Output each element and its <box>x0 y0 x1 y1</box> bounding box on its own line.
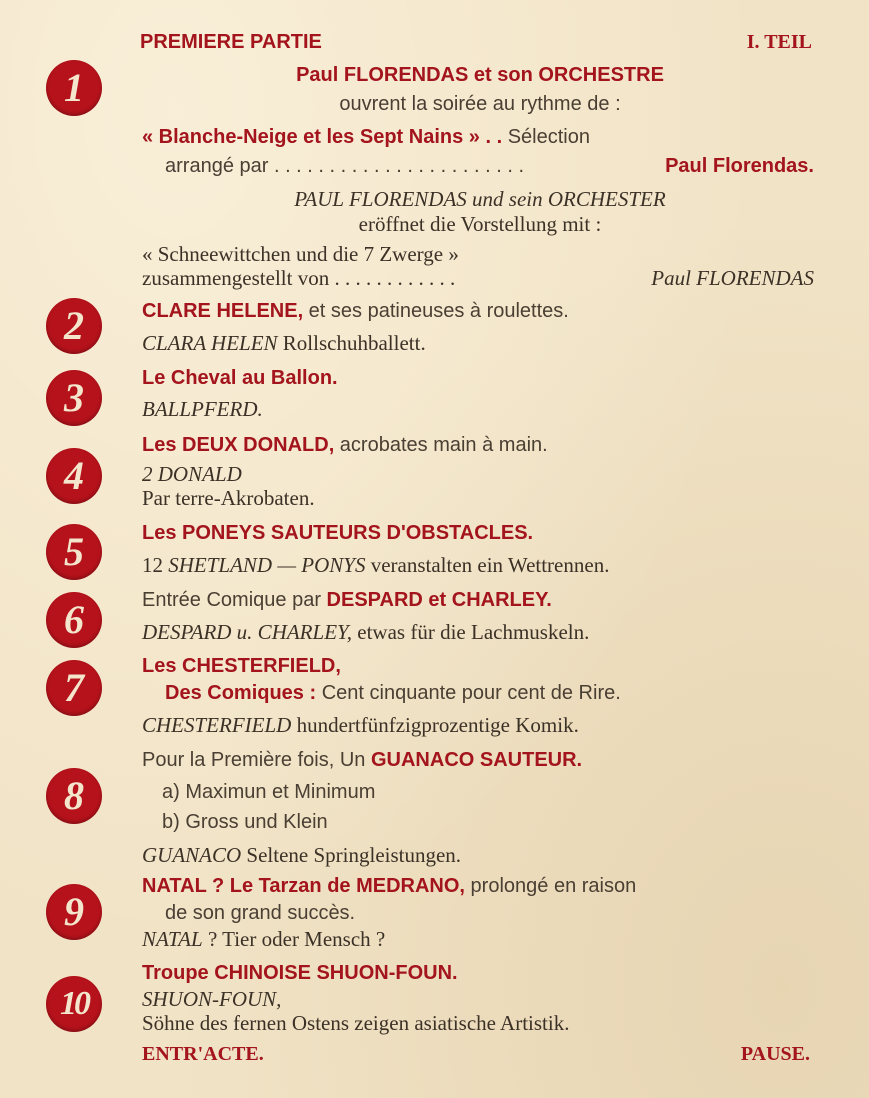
act1-french-piece <box>142 125 590 149</box>
act1-piece-title: « Blanche-Neige et les Sept Nains » . . <box>142 126 508 148</box>
number-badge-5: 5 <box>46 524 102 580</box>
act9-name: NATAL ? Le Tarzan de MEDRANO, <box>142 875 465 897</box>
act1-german-title: PAUL FLORENDAS und sein ORCHESTER <box>294 187 666 211</box>
act1-french-arranger-name: Paul Florendas. <box>665 155 814 177</box>
act9-german-name: NATAL <box>142 927 203 951</box>
act1-piece-type: Sélection <box>507 126 590 148</box>
act10-german-name: SHUON-FOUN, <box>142 987 282 1011</box>
act9-german-desc: ? Tier oder Mensch ? <box>202 927 386 951</box>
number-badge-9: 9 <box>46 884 102 940</box>
act10-name: CHINOISE SHUON-FOUN. <box>214 962 458 984</box>
act5-german-name: SHETLAND — PONYS <box>168 553 366 577</box>
act2-name: CLARE HELENE, <box>142 300 304 322</box>
act7-sub-label: Des Comiques : <box>165 682 317 704</box>
act8-name: GUANACO SAUTEUR. <box>370 749 583 771</box>
act5-german-desc: veranstalten ein Wettrennen. <box>365 553 610 577</box>
act1-german-piece: « Schneewittchen und die 7 Zwerge » <box>142 242 459 266</box>
act2-german-name: CLARA HELEN <box>142 331 278 355</box>
act4-german-desc: Par terre-Akrobaten. <box>142 486 315 510</box>
act7-sub-desc: Cent cinquante pour cent de Rire. <box>316 682 621 704</box>
act6-german-name: DESPARD u. CHARLEY, <box>142 620 353 644</box>
act6-intro: Entrée Comique par <box>142 589 327 611</box>
act4-french <box>142 433 548 457</box>
number-badge-8: 8 <box>46 768 102 824</box>
act3-french: Le Cheval au Ballon. <box>142 367 338 389</box>
act1-german-arranger-name: Paul FLORENDAS <box>651 266 814 290</box>
act9-desc: prolongé en raison <box>464 875 637 897</box>
act5-german-count: 12 <box>142 553 169 577</box>
act9-french-desc2: de son grand succès. <box>165 902 356 924</box>
act7-german <box>142 713 579 737</box>
act8-german-name: GUANACO <box>142 843 242 867</box>
act1-french-title: Paul FLORENDAS et son ORCHESTRE <box>296 64 664 86</box>
act7-german-name: CHESTERFIELD <box>142 713 292 737</box>
number-badge-10: 10 <box>46 976 102 1032</box>
act8-german-desc: Seltene Springleistungen. <box>241 843 462 867</box>
act5-german <box>142 553 609 577</box>
act2-desc: et ses patineuses à roulettes. <box>303 300 569 322</box>
part-heading-german: I. TEIL <box>746 31 812 53</box>
act2-french <box>142 299 569 323</box>
act1-french-arranger: arrangé par . . . . . . . . . . . . . . . . . . . . . . . <box>165 155 525 177</box>
number-badge-6: 6 <box>46 592 102 648</box>
act9-german <box>142 927 385 951</box>
act7-german-desc: hundertfünfzigprozentige Komik. <box>291 713 579 737</box>
act9-french <box>142 874 636 898</box>
number-badge-2: 2 <box>46 298 102 354</box>
intermission-german: PAUSE. <box>740 1043 810 1065</box>
act4-desc: acrobates main à main. <box>334 434 548 456</box>
number-badge-3: 3 <box>46 370 102 426</box>
act6-french <box>142 588 552 612</box>
act3-german: BALLPFERD. <box>142 397 263 421</box>
act10-intro: Troupe <box>142 962 215 984</box>
act1-french-intro: ouvrent la soirée au rythme de : <box>339 93 621 115</box>
act6-name: DESPARD et CHARLEY. <box>326 589 552 611</box>
part-heading: PREMIERE PARTIE <box>140 31 322 53</box>
act8-french <box>142 748 582 772</box>
act8-item-a: a) Maximun et Minimum <box>162 781 376 803</box>
act10-german-desc: Söhne des fernen Ostens zeigen asiatische Artistik. <box>142 1011 570 1035</box>
act7-french-name: Les CHESTERFIELD, <box>142 655 341 677</box>
act2-german-desc: Rollschuhballett. <box>277 331 426 355</box>
act10-french <box>142 961 458 985</box>
act5-french: Les PONEYS SAUTEURS D'OBSTACLES. <box>142 522 534 544</box>
act6-german-desc: etwas für die Lachmuskeln. <box>352 620 590 644</box>
act2-german <box>142 331 426 355</box>
act8-german <box>142 843 461 867</box>
number-badge-4: 4 <box>46 448 102 504</box>
act8-item-b: b) Gross und Klein <box>162 811 328 833</box>
act8-intro: Pour la Première fois, Un <box>142 749 371 771</box>
intermission-french: ENTR'ACTE. <box>142 1043 264 1065</box>
act1-german-arranger: zusammengestellt von . . . . . . . . . . . . <box>142 266 456 290</box>
act4-german-name: 2 DONALD <box>142 462 242 486</box>
number-badge-1: 1 <box>46 60 102 116</box>
act4-name: Les DEUX DONALD, <box>142 434 335 456</box>
number-badge-7: 7 <box>46 660 102 716</box>
act1-german-intro: eröffnet die Vorstellung mit : <box>358 212 602 236</box>
act7-french-subtitle <box>165 681 621 705</box>
act6-german <box>142 620 589 644</box>
